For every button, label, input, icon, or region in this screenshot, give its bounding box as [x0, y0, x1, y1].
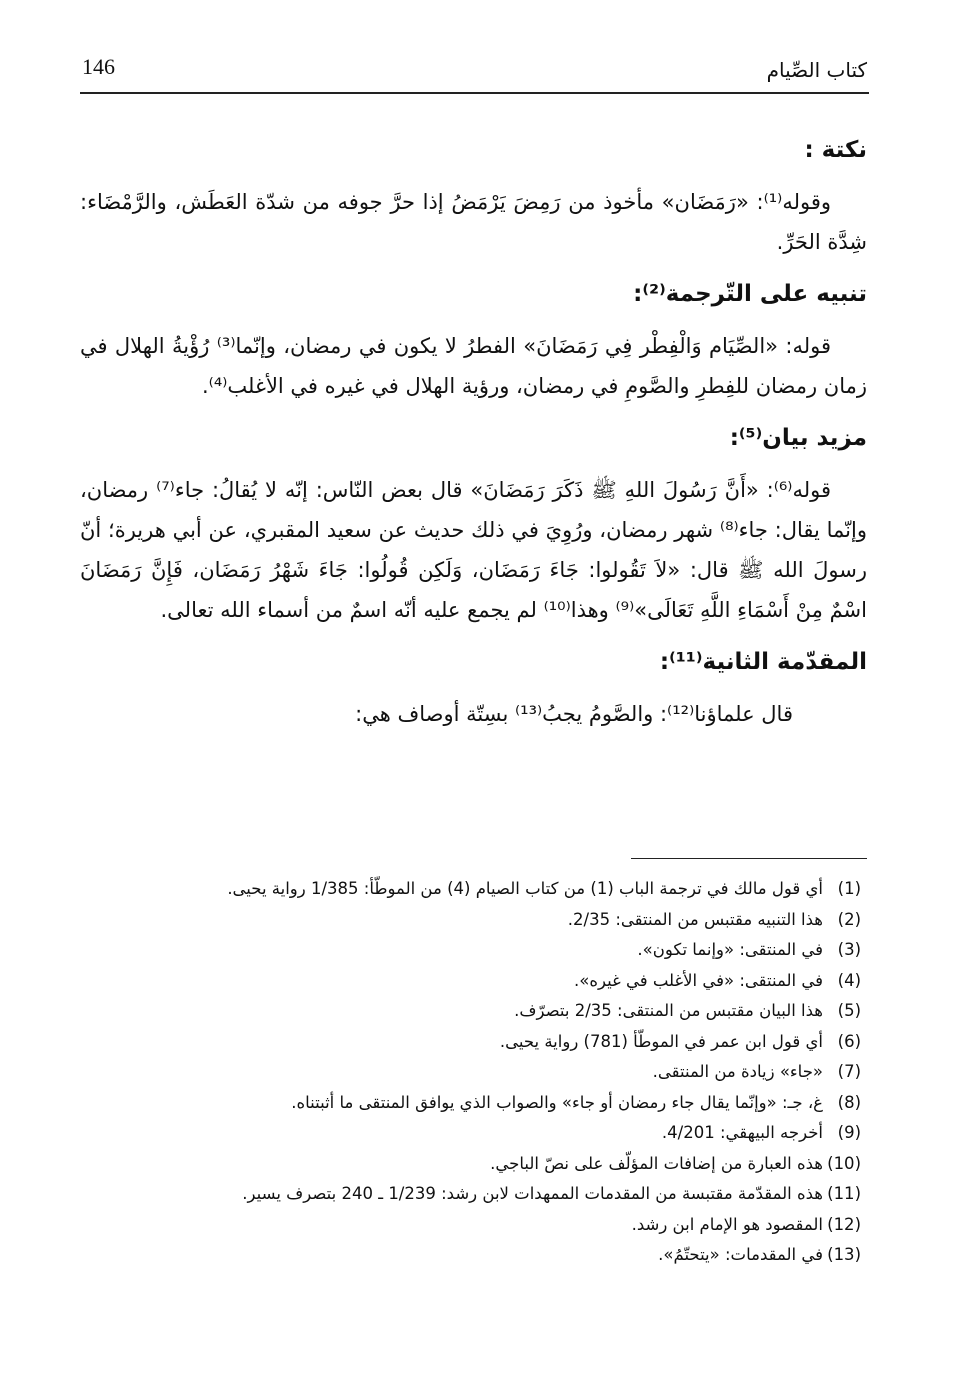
footnote [80, 874, 861, 905]
section-heading-mazid-bayan: مزيد بيان⁽⁵⁾: [729, 425, 867, 451]
main-text [80, 118, 867, 740]
footnote-text: غ، جـ: «وإنّما يقال جاء رمضان أو جاء» والصواب الذي يوافق المنتقى ما أثبتناه. [291, 1092, 823, 1112]
footnote-text: هذا البيان مقتبس من المنتقى: 2/35 بتصرّف. [514, 1001, 823, 1020]
footnote-text: أخرجه البيهقي: 4/201. [661, 1123, 823, 1142]
paragraph: قال علماؤنا⁽¹²⁾: والصَّومُ يجبُ⁽¹³⁾ بسِتّة أوصاف هي: [355, 702, 793, 726]
footnote-text: في المنتقى: «وإنما تكون». [637, 940, 823, 959]
footnote-rule [631, 858, 867, 859]
page-number: 146 [82, 54, 115, 79]
footnote-text: هذه العبارة من إضافات المؤلّف على نصّ الباجي. [490, 1153, 823, 1173]
footnote-text: أي قول مالك في ترجمة الباب (1) من كتاب الصيام (4) من الموطّأ: 1/385 رواية يحيى. [227, 879, 823, 898]
footnote [80, 996, 861, 1027]
footnote-number: (3) [837, 940, 861, 959]
footnote-number: (2) [837, 909, 861, 929]
footnote [80, 1057, 861, 1088]
footnote-number: (10) [827, 1153, 861, 1173]
footnote-number: (6) [837, 1031, 861, 1051]
footnote [80, 1088, 861, 1119]
footnote-number: (13) [827, 1245, 861, 1264]
footnote-number: (12) [827, 1214, 861, 1234]
footnote-number: (1) [837, 879, 861, 898]
section-heading-tanbih: تنبيه على التّرجمة⁽²⁾: [633, 281, 867, 307]
footnote [80, 905, 861, 936]
footnote-text: هذا التنبيه مقتبس من المنتقى: 2/35. [567, 909, 823, 929]
footnote-number: (8) [837, 1092, 861, 1112]
footnote-number: (4) [837, 970, 861, 990]
footnote-text: هذه المقدّمة مقتبسة من المقدمات الممهدات لابن رشد: 1/239 ـ 240 بتصرف يسير. [242, 1184, 823, 1203]
footnote-number: (7) [837, 1062, 861, 1081]
footnote [80, 935, 861, 966]
footnote-number: (5) [837, 1001, 861, 1020]
footnote [80, 1149, 861, 1180]
section-heading-muqaddima: المقدّمة الثانية⁽¹¹⁾: [659, 649, 867, 675]
footnote-number: (9) [837, 1123, 861, 1142]
footnotes [80, 874, 861, 1271]
footnote [80, 1179, 861, 1210]
footnote [80, 1118, 861, 1149]
paragraph: قوله: «الصِّيَام وَالْفِطْر فِي رَمَضَانَ» الفطرُ لا يكون في رمضان، وإنّما⁽³⁾ رُؤْيةُ الهلال في زمان رمضان للفِطرِ والصَّومِ في رمضان، ورؤية الهلال في غيره في الأغلب⁽⁴⁾. [80, 334, 867, 398]
footnote-text: في المقدمات: «يتحتّمُ». [658, 1245, 823, 1264]
footnote-text: المقصود هو الإمام ابن رشد. [631, 1214, 823, 1234]
footnote [80, 966, 861, 997]
footnote-text: أي قول ابن عمر في الموطّأ (781) رواية يحيى. [499, 1031, 823, 1051]
footnote [80, 1240, 861, 1271]
paragraph: قوله⁽⁶⁾: «أَنَّ رَسُولَ اللهِ ﷺ ذَكَرَ رَمَضَانَ» قال بعض النّاس: إنّه لا يُقالُ: جاء⁽⁷⁾ رمضان، وإنّما يقال: جاء⁽⁸⁾ شهر رمضان، ورُوِيَ في ذلك حديث عن سعيد المقبري، عن أبي هريرة؛ أنّ رسولَ الله ﷺ قال: «لاَ تَقُولوا: جَاءَ رَمَضَان، وَلَكِن قُولُوا: جَاءَ شَهْرُ رَمَضَان، فَإِنَّ رَمَضَانَ اسْمٌ مِنْ أَسْمَاءِ اللَّهِ تَعَالَى»⁽⁹⁾ وهذا⁽¹⁰⁾ لم يجمع عليه أنّه اسمٌ من أسماء الله تعالى. [80, 478, 868, 622]
footnote [80, 1027, 861, 1058]
running-title: كتاب الصِّيام [766, 58, 867, 82]
paragraph: وقوله⁽¹⁾: «رَمَضَان» مأخوذ من رَمِضَ يَرْمَضُ إذا حرَّ جوفه من شدّة العَطَش، والرَّمْضَاء: شِدَّة الحَرِّ. [80, 190, 867, 254]
section-heading-nukta: نكتة : [804, 137, 867, 163]
footnote-text: في المنتقى: «في الأغلب في غيره». [574, 970, 823, 990]
header-rule [80, 92, 869, 94]
footnote-text: «جاء» زيادة من المنتقى. [652, 1062, 823, 1081]
footnote-number: (11) [827, 1184, 861, 1203]
footnote [80, 1210, 861, 1241]
